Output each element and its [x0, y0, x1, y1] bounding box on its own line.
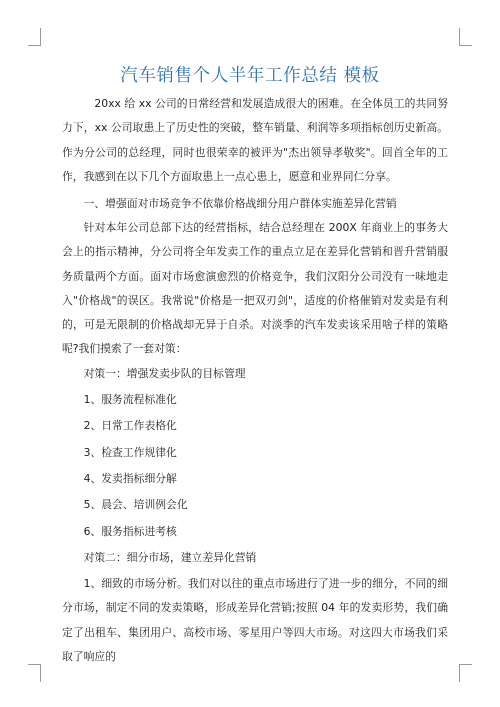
paragraph: 对策二：细分市场，建立差异化营销: [83, 550, 257, 564]
paragraph: 5、晨会、培训例会化: [83, 498, 188, 512]
paragraph: 2、日常工作表格化: [83, 419, 177, 433]
document-body: [62, 92, 448, 669]
paragraph: 针对本年公司总部下达的经营指标，结合总经理在 200X 年商业上的事务大会上的指示精神，分公司将全年发卖工作的重点立足在差异化营销和晋升营销服务质量两个方面。面对市场愈演愈烈的价格竞争，我们汉阳分公司没有一味地走入"价格战"的误区。我常说"价格是一把双刃剑"，适度的价格催销对发卖是有利的，可是无限制的价格战却无异于自杀。对淡季的汽车发卖该采用啥子样的策略呢?我们摸索了一套对策：: [62, 220, 448, 356]
paragraph: 1、细致的市场分析。我们对以往的重点市场进行了进一步的细分，不同的细分市场，制定不同的发卖策略，形成差异化营销;按照 04 年的发卖形势，我们确定了出租车、集团用户、高校市场、零星用户等四大市场。对这四大市场我们采取了响应的: [62, 577, 448, 664]
crop-mark-top-left-v: [40, 28, 41, 46]
paragraph: 4、发卖指标细分解: [83, 471, 177, 485]
paragraph: 1、服务流程标准化: [83, 393, 177, 407]
crop-mark-top-right-h: [459, 45, 472, 46]
crop-mark-top-right-v: [459, 28, 460, 46]
paragraph: 对策一：增强发卖步队的目标管理: [83, 366, 246, 380]
document-title: 汽车销售个人半年工作总结 模板: [120, 66, 380, 86]
crop-mark-top-left-h: [28, 45, 41, 46]
crop-mark-bottom-left-h: [28, 664, 41, 665]
paragraph: 20xx 给 xx 公司的日常经营和发展造成很大的困难。在全体员工的共同努力下，xx 公司取患上了历史性的突破，整车销量、利润等多项指标创历史新高。作为分公司的总经理，同时也很荣幸的被评为"杰出领导孝敬奖"。回首全年的工作，我感到在以下几个方面取患上一点心患上，愿意和业界同仁分享。: [62, 97, 448, 183]
crop-mark-bottom-right-h: [459, 664, 472, 665]
paragraph: 一、增强面对市场竞争不依靠价格战细分用户群体实施差异化营销: [83, 196, 397, 210]
paragraph: 3、检查工作规律化: [83, 445, 177, 459]
crop-mark-bottom-left-v: [40, 664, 41, 682]
paragraph: 6、服务指标进考核: [83, 524, 177, 538]
crop-mark-bottom-right-v: [459, 664, 460, 682]
